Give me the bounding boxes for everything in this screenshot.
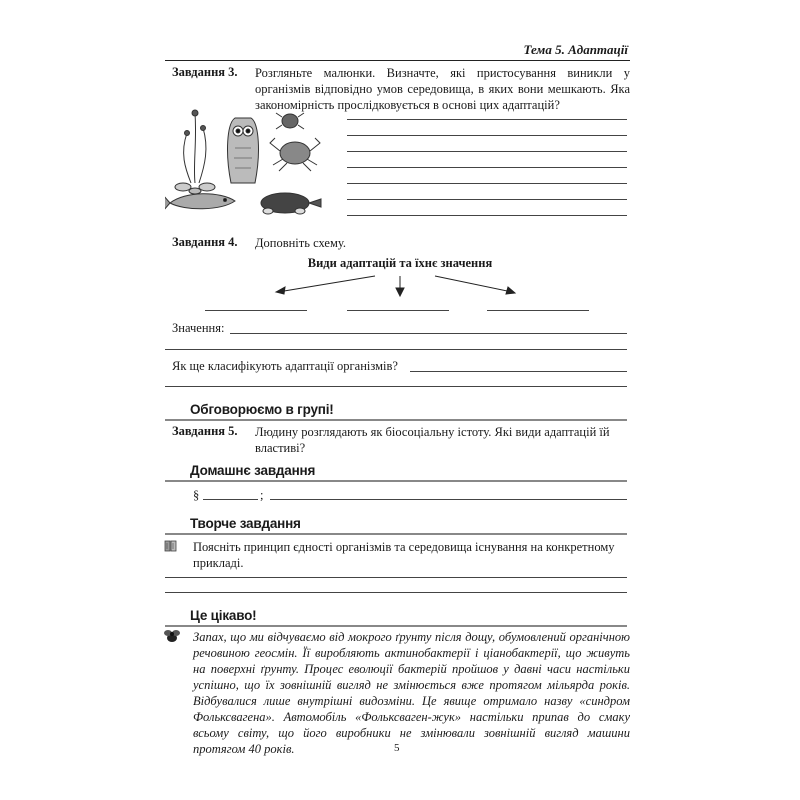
book-icon [164, 539, 178, 553]
mole-icon [261, 193, 321, 214]
paragraph-number-line[interactable] [203, 499, 258, 500]
task4-label: Завдання 4. [172, 235, 238, 249]
discuss-section-bar [165, 419, 627, 421]
creative-section-title: Творче завдання [190, 516, 301, 531]
scheme-title: Види адаптацій та їхнє значення [307, 256, 493, 270]
interesting-section-title: Це цікаво! [190, 608, 257, 623]
organisms-illustration [165, 103, 340, 218]
header-divider [165, 60, 630, 61]
creative-text: Поясніть принцип єдності організмів та середовища існування на конкретному прикладі. [193, 540, 615, 570]
answer-line[interactable] [347, 167, 627, 168]
fish-icon [165, 194, 235, 211]
meaning-label: Значення: [172, 321, 225, 335]
scheme-blank-3[interactable] [487, 310, 589, 311]
creative-answer-line[interactable] [165, 592, 627, 593]
homework-section-title: Домашнє завдання [190, 463, 316, 478]
creative-answer-line[interactable] [165, 577, 627, 578]
answer-line[interactable] [347, 215, 627, 216]
scheme-blank-1[interactable] [205, 310, 307, 311]
fly-icon [163, 628, 181, 644]
owl-icon [228, 118, 259, 183]
scheme-arrows [200, 270, 600, 310]
meaning-line[interactable] [230, 333, 627, 334]
interesting-text: Запах, що ми відчуваємо від мокрого ґрунту після дощу, обумовлений органічною речовиною геосмін. Її виробляють актинобактерії і ціанобактерії, що живуть на поверхні ґрунту. Процес еволюції бактерій пройшов у давні часи настільки успішно, що їх зовнішній вигляд не змінюється вже протягом мільярда років. Відбувалися лише внутрішні видозміни. Це явище отримало назву «синдром Фольксвагена». Автомобіль «Фольксваген-жук» настільки припав до смаку всьому світу, що його виробники не змінювали зовнішній вигляд машини протягом 40 років. [193, 630, 630, 756]
task3-text: Розгляньте малюнки. Визначте, які пристосування виникли у організмів відповідно умов середовища, в яких вони мешкають. Яка закономірність прослідковується в основі цих адаптацій? [255, 66, 630, 112]
homework-separator: ; [260, 488, 264, 502]
answer-line[interactable] [347, 135, 627, 136]
classify-line[interactable] [410, 371, 627, 372]
answer-line[interactable] [347, 183, 627, 184]
beetle-icon [276, 113, 304, 129]
classify-line[interactable] [165, 386, 627, 387]
homework-section-bar [165, 480, 627, 482]
classify-question: Як ще класифікують адаптації організмів? [172, 359, 398, 373]
homework-tasks-line[interactable] [270, 499, 627, 500]
scheme-blank-2[interactable] [347, 310, 449, 311]
meaning-line[interactable] [165, 349, 627, 350]
sundew-plant-icon [175, 110, 215, 194]
page-header-title: Тема 5. Адаптації [523, 42, 628, 57]
task3-label: Завдання 3. [172, 65, 238, 79]
paragraph-symbol: § [193, 488, 200, 502]
answer-line[interactable] [347, 199, 627, 200]
discuss-section-title: Обговорюємо в групі! [190, 402, 334, 417]
task5-label: Завдання 5. [172, 424, 238, 438]
crab-icon [270, 138, 320, 171]
task5-text: Людину розглядають як біосоціальну істоту. Які види адаптацій їй властиві? [255, 425, 610, 455]
task4-text: Доповніть схему. [255, 236, 346, 250]
answer-line[interactable] [347, 151, 627, 152]
answer-line[interactable] [347, 119, 627, 120]
creative-section-bar [165, 533, 627, 535]
page-number: 5 [394, 742, 400, 754]
interesting-section-bar [165, 625, 627, 627]
